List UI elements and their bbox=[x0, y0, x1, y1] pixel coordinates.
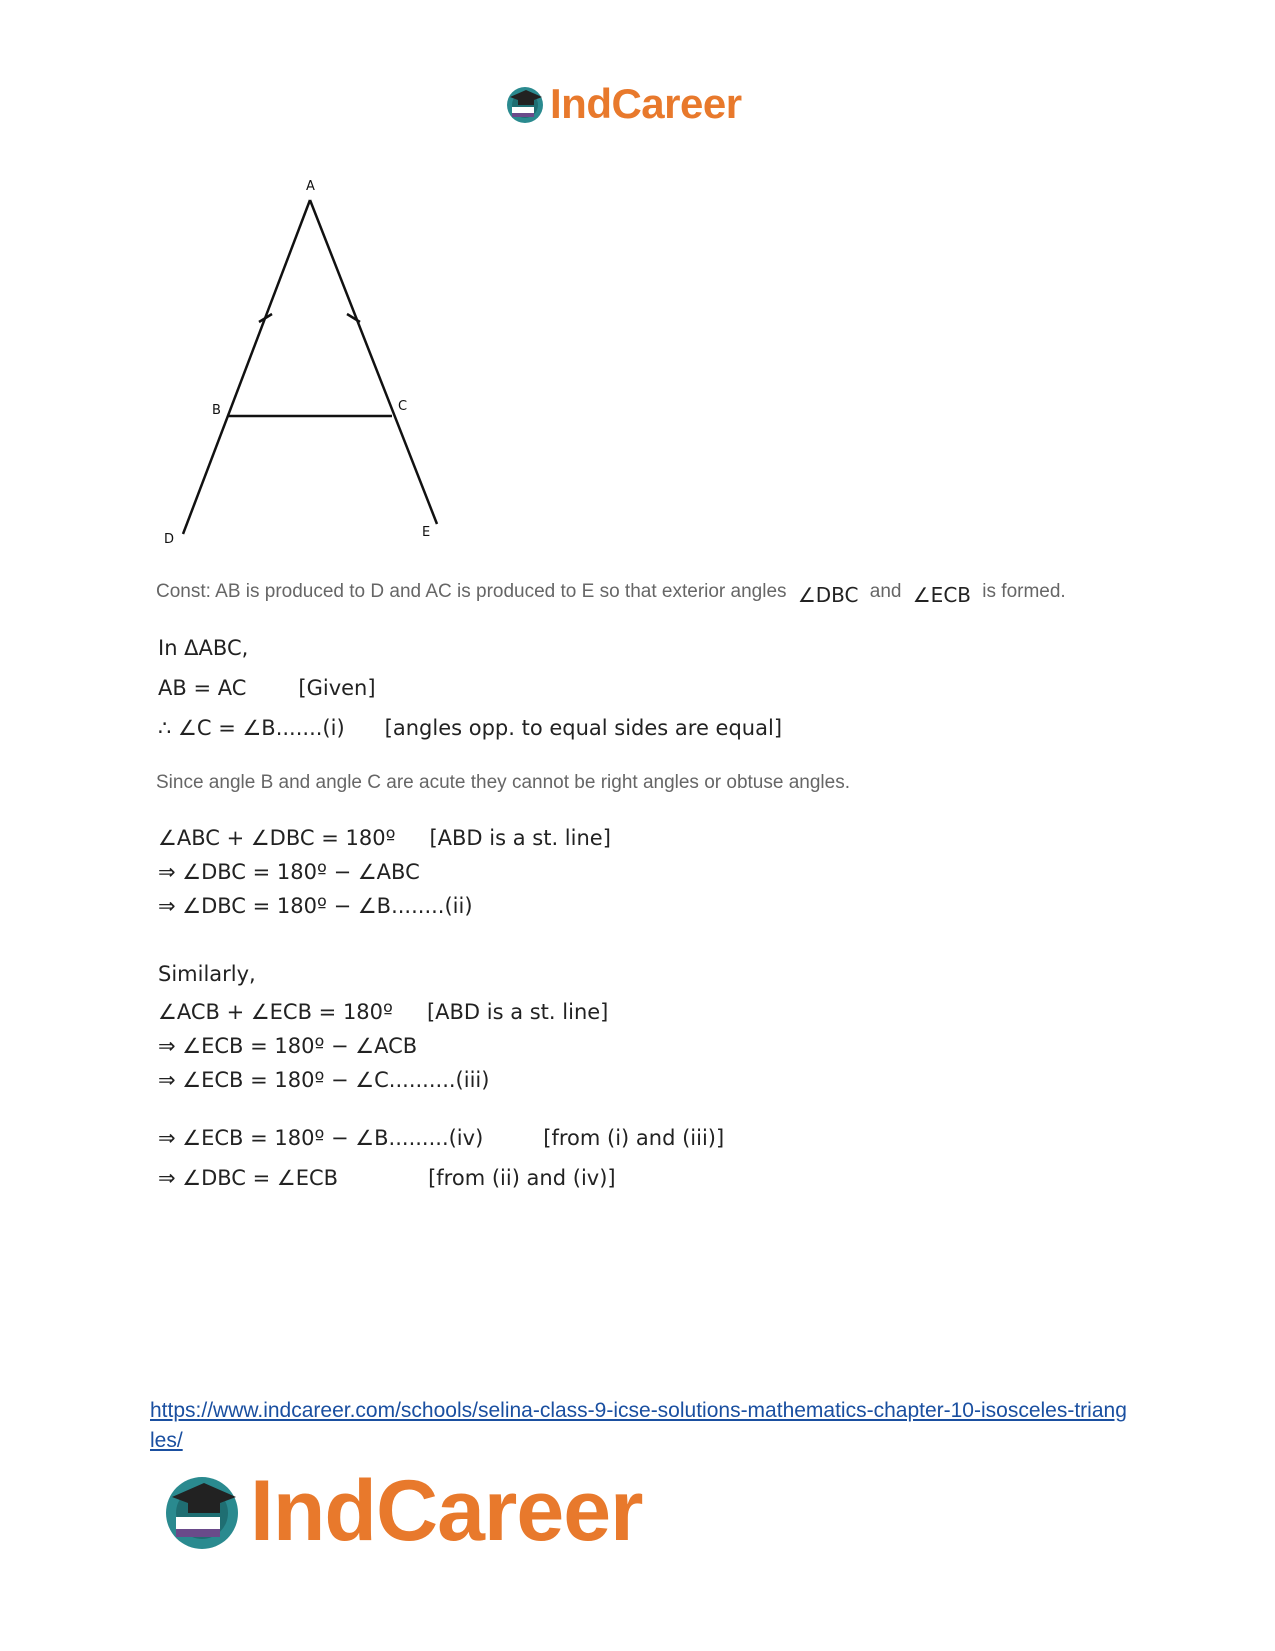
proof-line-6: ⇒ ∠DBC = 180º − ∠B........(ii) bbox=[158, 894, 473, 918]
proof-line-3: ∴ ∠C = ∠B.......(i) [angles opp. to equal sides are equal] bbox=[158, 716, 783, 740]
line-AE bbox=[310, 200, 437, 524]
proof-line-1: In ΔABC, bbox=[158, 636, 249, 660]
label-C: C bbox=[398, 399, 408, 414]
proof-line-11: ⇒ ∠ECB = 180º − ∠B.........(iv) [from (i) and (iii)] bbox=[158, 1126, 725, 1150]
label-D: D bbox=[164, 532, 175, 547]
source-link[interactable]: https://www.indcareer.com/schools/selina-class-9-icse-solutions-mathematics-chapter-10-isosceles-triangles/ bbox=[150, 1399, 1127, 1452]
line-AD bbox=[183, 200, 310, 534]
proof-line-9: ⇒ ∠ECB = 180º − ∠ACB bbox=[158, 1034, 418, 1058]
proof-line-2: AB = AC [Given] bbox=[158, 676, 376, 700]
tick-AC bbox=[347, 314, 360, 322]
isosceles-triangle-diagram bbox=[160, 178, 460, 548]
proof-note: Since angle B and angle C are acute they cannot be right angles or obtuse angles. bbox=[156, 772, 850, 793]
proof-line-5: ⇒ ∠DBC = 180º − ∠ABC bbox=[158, 860, 420, 884]
header-logo bbox=[504, 80, 742, 128]
proof-line-12: ⇒ ∠DBC = ∠ECB [from (ii) and (iv)] bbox=[158, 1166, 616, 1190]
proof-line-4: ∠ABC + ∠DBC = 180º [ABD is a st. line] bbox=[158, 826, 611, 850]
angle-ecb: ∠ECB bbox=[912, 583, 972, 607]
graduation-cap-icon bbox=[504, 83, 546, 125]
construction-text: Const: AB is produced to D and AC is produced to E so that exterior angles ∠DBC and ∠ECB is formed. bbox=[156, 581, 1066, 607]
proof-line-7: Similarly, bbox=[158, 962, 256, 986]
graduation-cap-icon bbox=[160, 1469, 244, 1553]
label-B: B bbox=[212, 403, 221, 418]
logo-text: IndCareer bbox=[550, 80, 742, 127]
label-E: E bbox=[422, 525, 431, 540]
label-A: A bbox=[306, 179, 315, 194]
proof-line-8: ∠ACB + ∠ECB = 180º [ABD is a st. line] bbox=[158, 1000, 609, 1024]
angle-dbc: ∠DBC bbox=[797, 583, 859, 607]
proof-line-10: ⇒ ∠ECB = 180º − ∠C..........(iii) bbox=[158, 1068, 490, 1092]
footer-logo bbox=[160, 1462, 643, 1559]
logo-text: IndCareer bbox=[250, 1462, 643, 1559]
